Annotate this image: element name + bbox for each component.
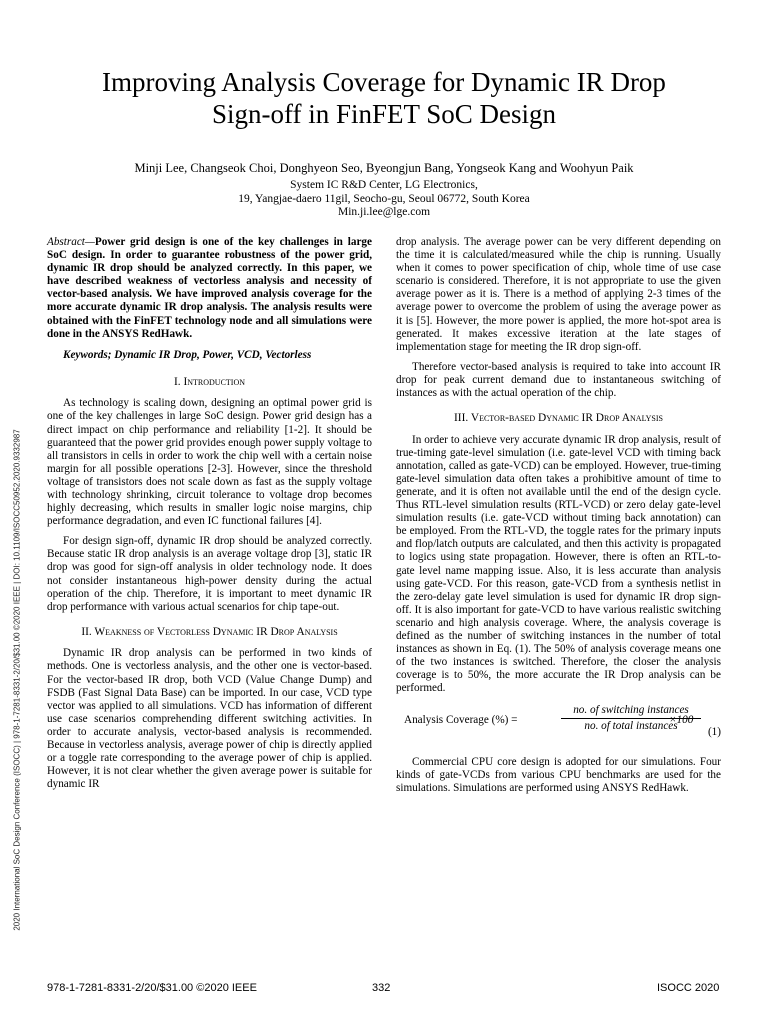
abstract bbox=[47, 236, 372, 341]
section-heading-vector-based: III. Vector-based Dynamic IR Drop Analysis bbox=[453, 412, 663, 425]
title-line-2: Sign-off in FinFET SoC Design bbox=[211, 99, 557, 129]
abstract-label: Abstract— bbox=[47, 236, 95, 248]
affiliation-line-1: System IC R&D Center, LG Electronics, bbox=[290, 179, 478, 191]
footer-page-number: 332 bbox=[372, 982, 391, 994]
section-heading-introduction: I. Introduction bbox=[173, 375, 246, 388]
equation-number: (1) bbox=[707, 725, 721, 738]
paper-title bbox=[40, 66, 728, 130]
affiliation-line-2: 19, Yangjae-daero 11gil, Seocho-gu, Seoul 06772, South Korea bbox=[238, 192, 530, 205]
section-heading-weakness: II. Weakness of Vectorless Dynamic IR Drop Analysis bbox=[81, 625, 338, 638]
author-email[interactable]: Min.ji.lee@lge.com bbox=[337, 206, 431, 218]
equation-denominator: no. of total instances bbox=[584, 719, 678, 732]
vector-paragraph-2: Commercial CPU core design is adopted for our simulations. Four kinds of gate-VCDs from various CPU benchmarks are used for the simulations. Simulations are performed using ANSYS RedHawk. bbox=[396, 755, 721, 794]
equation-multiplier: ×100 bbox=[669, 713, 694, 726]
equation-1 bbox=[396, 704, 721, 746]
sidebar-doi-text: 2020 International SoC Design Conference (ISOCC) | 978-1-7281-8331-2/20/$31.00 ©2020 IEEE | DOI: 10.1109/ISOCC50952.2020.9332987 bbox=[12, 429, 22, 931]
left-column bbox=[47, 236, 372, 798]
conference-sidebar bbox=[10, 400, 24, 960]
footer-copyright: 978-1-7281-8331-2/20/$31.00 ©2020 IEEE bbox=[47, 982, 257, 994]
affiliation bbox=[40, 179, 728, 220]
equation-lhs: Analysis Coverage (%) = bbox=[404, 713, 518, 726]
intro-paragraph-1: As technology is scaling down, designing an optimal power grid is one of the key challenges in large SoC design. Power grid design has a direct impact on chip performance and reliability [1-2]. It should be guaranteed that the power grid provides enough power supply voltage to all transistors in cells in order to work the chip well with a certain noise margin for all possible operations [2-3]. However, since the threshold voltage of transistors does not scale down as fast as the supply voltage with technology shrinking, circuit tolerance to voltage drop becomes highly decreasing, which results in smaller logic noise margins, chip performance degradation, and even IC functional failures [4]. bbox=[47, 397, 372, 528]
right-column bbox=[396, 236, 721, 802]
abstract-text: Power grid design is one of the key challenges in large SoC design. In order to guarantee robustness of the power grid, dynamic IR drop should be analyzed correctly. In this paper, we have described weakness of vectorless analysis and necessity of vector-based analysis. We have improved analysis coverage for the more accurate dynamic IR drop analysis. The analysis results were obtained with the FinFET technology node and all simulations were done in the ANSYS RedHawk. bbox=[47, 236, 372, 340]
footer-conference: ISOCC 2020 bbox=[657, 982, 720, 994]
author-list: Minji Lee, Changseok Choi, Donghyeon Seo, Byeongjun Bang, Yongseok Kang and Woohyun Paik bbox=[134, 161, 634, 175]
weakness-paragraph-2: drop analysis. The average power can be very different depending on the time it is calculated/measured while the chip is running. Usually when it comes to power specification of chip, whole time of use case scenario is considered. Therefore, it is not appropriate to use the given average power as it is. There is a method of applying 2-3 times of the average power to overcome the problem of using the average power as it is [5]. However, the more power is applied, the more hot-spot area is generated. It makes excessive iteration at the late stages of implementation stage for meeting the IR drop sign-off. bbox=[396, 236, 721, 353]
intro-paragraph-2: For design sign-off, dynamic IR drop should be analyzed correctly. Because static IR drop analysis is an average voltage drop [3], static IR drop was good for sign-off analysis in older technology node. It does not consider instantaneous high-power density during the actual operation of the chip. Therefore, it is important to meet dynamic IR drop performance with various actual scenarios for chip tape-out. bbox=[47, 535, 372, 613]
weakness-paragraph-3: Therefore vector-based analysis is required to take into account IR drop for peak current demand due to instantaneous switching of instances as with the actual operation of the chip. bbox=[396, 360, 721, 400]
keywords: Keywords; Dynamic IR Drop, Power, VCD, Vectorless bbox=[63, 348, 312, 361]
equation-numerator: no. of switching instances bbox=[561, 704, 701, 719]
weakness-paragraph-1: Dynamic IR drop analysis can be performed in two kinds of methods. One is vectorless analysis, and the other one is vector-based. For the vector-based IR drop, both VCD (Value Change Dump) and FSDB (Fast Signal Data Base) can be imported. In our case, VCD type vector was applied to all simulations. VCD has information of different use case scenarios comprehending different switching activities. In order to accurate analysis, vector-based analysis is recommended. Because in vectorless analysis, average power of chip is directly applied or a toggle rate corresponding to the average power of chip is applied. However, it is not clear whether the given average power is suitable for dynamic IR bbox=[47, 647, 372, 791]
title-line-1: Improving Analysis Coverage for Dynamic IR Drop bbox=[102, 67, 666, 97]
vector-paragraph-1: In order to achieve very accurate dynamic IR drop analysis, result of true-timing gate-level simulation (i.e. gate-level VCD with timing back annotation, called as gate-VCD) can be employed. However, true-timing gate-level simulation data often takes a prohibitive amount of time to generate, and it is often not available until the end of the design cycle. Thus RTL-level simulation results (RTL-VCD) or zero delay gate-level simulation results (i.e. gate-VCD without timing back annotation) can be employed. From the RTL-VD, the toggle rates for the primary inputs and flop/latch outputs are calculated, and then this activity is propagated to logics using state propagation. However, there is often an RTL-to-gate level name mapping issue. Also, it is less accurate than analysis using gate-VCD. For this reason, gate-VCD from a synthesis netlist in the zero-delay gate level simulation is used for dynamic IR drop sign-off. It is also important for gate-VCD to have various realistic switching scenario and high analysis coverage. Where, the analysis coverage is defined as the number of switching instances in the number of total instances as shown in Eq. (1). The 50% of analysis coverage means one of the two instances is switched. Therefore, the closer the analysis coverage is to 50%, the more accurate the IR Drop analysis can be performed. bbox=[396, 433, 721, 695]
